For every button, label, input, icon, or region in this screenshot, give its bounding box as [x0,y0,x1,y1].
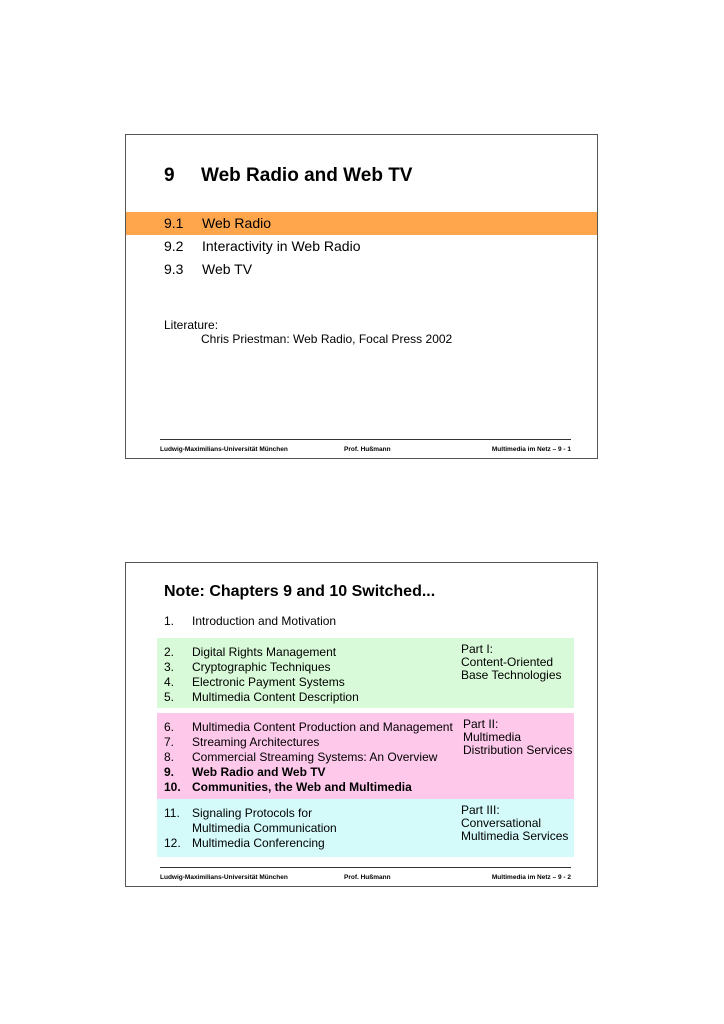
item-number: 5. [164,690,175,704]
slide-title [164,165,412,187]
footer-university: Ludwig-Maximilians-Universität München [160,446,288,453]
list-item [164,690,359,705]
item-label: Digital Rights Management [192,645,337,659]
part-label-line: Distribution Services [463,743,573,757]
item-number: 11. [164,806,180,820]
part-label-line: Part II: [463,717,499,731]
footer-divider [160,867,571,868]
literature-reference: Chris Priestman: Web Radio, Focal Press 2002 [201,332,453,346]
list-item [164,821,337,836]
list-item [164,675,359,690]
item-number: 1. [164,614,175,628]
item-label: Introduction and Motivation [192,614,337,628]
toc-item-9-3 [126,258,597,281]
toc-item-9-1 [126,212,597,235]
list-item [164,836,337,851]
literature [164,318,452,346]
item-label: Streaming Architectures [192,735,320,749]
toc-label: Web Radio [202,215,272,231]
item-number: 8. [164,750,175,764]
toc-label: Interactivity in Web Radio [202,238,361,254]
list-item [164,735,453,750]
footer-page: Multimedia im Netz – 9 - 1 [491,446,571,453]
toc-number: 9.3 [164,261,184,277]
part-label-line: Part III: [461,803,500,817]
slide-1 [125,134,598,459]
footer-author: Prof. Hußmann [344,446,391,453]
part-label-line: Multimedia Services [461,829,569,843]
item-number: 9. [164,765,175,779]
footer-author: Prof. Hußmann [344,874,391,881]
list-item-current [164,780,453,795]
part-label-line: Conversational [461,816,542,830]
list-item [164,806,337,821]
item-label: Electronic Payment Systems [192,675,345,689]
part-1-band [157,638,574,708]
slide-2 [125,562,598,887]
toc-item-9-2 [126,235,597,258]
part-label-line: Part I: [461,642,494,656]
item-number: 12. [164,836,181,850]
item-label: Communities, the Web and Multimedia [192,780,412,794]
list-item [164,645,359,660]
part-2-label [463,718,572,757]
part-1-items [164,645,359,705]
toc-label: Web TV [202,261,253,277]
footer-divider [160,439,571,440]
part-3-label [461,804,568,843]
literature-label: Literature: [164,318,219,332]
intro-item [164,614,336,628]
list-item [164,750,453,765]
part-2-items [164,720,453,795]
item-number: 10. [164,780,181,794]
footer-university: Ludwig-Maximilians-Universität München [160,874,288,881]
item-label: Multimedia Content Production and Management [192,720,453,734]
item-number: 6. [164,720,175,734]
item-label: Multimedia Conferencing [192,836,325,850]
list-item [164,720,453,735]
part-label-line: Content-Oriented [461,655,554,669]
item-label: Cryptographic Techniques [192,660,331,674]
item-number: 3. [164,660,175,674]
item-label: Web Radio and Web TV [192,765,326,779]
item-label: Multimedia Content Description [192,690,359,704]
item-label: Commercial Streaming Systems: An Overview [192,750,438,764]
part-3-items [164,806,337,851]
toc-number: 9.2 [164,238,184,254]
chapter-title: Web Radio and Web TV [201,165,413,186]
slide-title: Note: Chapters 9 and 10 Switched... [164,583,436,600]
toc-number: 9.1 [164,215,184,231]
part-label-line: Multimedia [463,730,522,744]
item-label: Signaling Protocols for [192,806,313,820]
item-number: 4. [164,675,175,689]
part-2-band [157,713,574,799]
part-1-label [461,643,562,682]
part-label-line: Base Technologies [461,668,562,682]
item-label: Multimedia Communication [192,821,337,835]
part-3-band [157,799,574,857]
footer-page: Multimedia im Netz – 9 - 2 [491,874,571,881]
list-item [164,660,359,675]
item-number: 7. [164,735,175,749]
item-number: 2. [164,645,175,659]
chapter-number: 9 [164,165,175,186]
list-item-current [164,765,453,780]
